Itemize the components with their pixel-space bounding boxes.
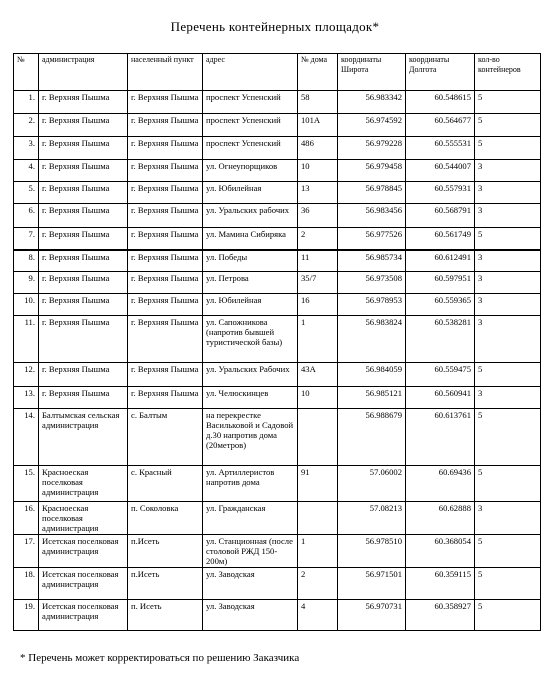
- cell-address: ул. Гражданская: [203, 502, 298, 535]
- page-title: Перечень контейнерных площадок*: [170, 19, 380, 34]
- cell-num: 14.: [14, 409, 39, 466]
- cell-lat: 56.979458: [338, 160, 406, 182]
- cell-lat: 56.985734: [338, 250, 406, 272]
- cell-house: 486: [298, 137, 338, 160]
- cell-admin: г. Верхняя Пышма: [39, 182, 128, 204]
- table-row: [14, 228, 541, 250]
- cell-admin: Красноеская поселковая администрация: [39, 502, 128, 535]
- cell-num: 11.: [14, 316, 39, 363]
- cell-house: 4: [298, 600, 338, 631]
- table-row: [14, 363, 541, 387]
- cell-address: на перекрестке Васильковой и Садовой д.30 напротив дома (20метров): [203, 409, 298, 466]
- cell-house: 35/7: [298, 272, 338, 294]
- header-address: адрес: [203, 54, 298, 91]
- cell-settlement: с. Балтым: [128, 409, 203, 466]
- cell-admin: г. Верхняя Пышма: [39, 91, 128, 114]
- cell-settlement: п. Исеть: [128, 600, 203, 631]
- cell-house: 2: [298, 568, 338, 600]
- cell-admin: г. Верхняя Пышма: [39, 272, 128, 294]
- cell-admin: г. Верхняя Пышма: [39, 250, 128, 272]
- cell-count: 5: [475, 568, 541, 600]
- cell-settlement: п.Исеть: [128, 568, 203, 600]
- cell-num: 10.: [14, 294, 39, 316]
- cell-house: 2: [298, 228, 338, 250]
- cell-num: 5.: [14, 182, 39, 204]
- table-row: [14, 91, 541, 114]
- cell-admin: Исетская поселковая администрация: [39, 600, 128, 631]
- cell-num: 2.: [14, 114, 39, 137]
- cell-count: 5: [475, 137, 541, 160]
- cell-house: 13: [298, 182, 338, 204]
- table-row: [14, 568, 541, 600]
- cell-lon: 60.555531: [406, 137, 475, 160]
- cell-lat: 57.06002: [338, 466, 406, 502]
- cell-address: ул. Петрова: [203, 272, 298, 294]
- cell-lon: 60.564677: [406, 114, 475, 137]
- table-row: [14, 409, 541, 466]
- cell-settlement: г. Верхняя Пышма: [128, 137, 203, 160]
- container-sites-table: [13, 53, 541, 631]
- cell-admin: г. Верхняя Пышма: [39, 137, 128, 160]
- cell-lat: 56.978845: [338, 182, 406, 204]
- header-settlement: населенный пункт: [128, 54, 203, 91]
- cell-num: 1.: [14, 91, 39, 114]
- cell-num: 7.: [14, 228, 39, 250]
- cell-lat: 56.985121: [338, 387, 406, 409]
- cell-settlement: г. Верхняя Пышма: [128, 182, 203, 204]
- cell-lat: 56.977526: [338, 228, 406, 250]
- cell-address: ул. Челюскинцев: [203, 387, 298, 409]
- cell-num: 17.: [14, 535, 39, 568]
- cell-settlement: г. Верхняя Пышма: [128, 114, 203, 137]
- cell-house: 101А: [298, 114, 338, 137]
- header-lat: координаты Широта: [338, 54, 406, 91]
- header-house: № дома: [298, 54, 338, 91]
- cell-admin: г. Верхняя Пышма: [39, 160, 128, 182]
- cell-house: 11: [298, 250, 338, 272]
- cell-count: 3: [475, 182, 541, 204]
- cell-count: 5: [475, 535, 541, 568]
- cell-address: проспект Успенский: [203, 114, 298, 137]
- cell-admin: Исетская поселковая администрация: [39, 568, 128, 600]
- cell-lon: 60.568791: [406, 204, 475, 228]
- cell-admin: г. Верхняя Пышма: [39, 387, 128, 409]
- cell-house: 1: [298, 535, 338, 568]
- table-row: [14, 502, 541, 535]
- cell-lat: 56.978510: [338, 535, 406, 568]
- cell-address: ул. Юбилейная: [203, 182, 298, 204]
- cell-address: ул. Мамина Сибиряка: [203, 228, 298, 250]
- cell-address: ул. Победы: [203, 250, 298, 272]
- cell-house: 58: [298, 91, 338, 114]
- cell-lat: 56.984059: [338, 363, 406, 387]
- table-row: [14, 272, 541, 294]
- cell-house: [298, 409, 338, 466]
- cell-house: 36: [298, 204, 338, 228]
- cell-admin: Красноеская поселковая администрация: [39, 466, 128, 502]
- cell-count: 3: [475, 316, 541, 363]
- cell-lon: 60.560941: [406, 387, 475, 409]
- cell-count: 3: [475, 502, 541, 535]
- cell-house: 16: [298, 294, 338, 316]
- cell-settlement: г. Верхняя Пышма: [128, 387, 203, 409]
- cell-address: ул. Юбилейная: [203, 294, 298, 316]
- cell-settlement: г. Верхняя Пышма: [128, 204, 203, 228]
- cell-lon: 60.557931: [406, 182, 475, 204]
- cell-count: 5: [475, 228, 541, 250]
- header-lon: координаты Долгота: [406, 54, 475, 91]
- header-count: кол-во контейнеров: [475, 54, 541, 91]
- cell-lat: 56.988679: [338, 409, 406, 466]
- cell-lon: 60.597951: [406, 272, 475, 294]
- cell-admin: Балтымская сельская администрация: [39, 409, 128, 466]
- cell-address: ул. Заводская: [203, 600, 298, 631]
- cell-settlement: п.Исеть: [128, 535, 203, 568]
- cell-lat: 56.971501: [338, 568, 406, 600]
- cell-lon: 60.62888: [406, 502, 475, 535]
- table-row: [14, 316, 541, 363]
- cell-settlement: п. Соколовка: [128, 502, 203, 535]
- table-row: [14, 137, 541, 160]
- cell-address: проспект Успенский: [203, 91, 298, 114]
- cell-count: 3: [475, 204, 541, 228]
- footnote: * Перечень может корректироваться по решению Заказчика: [20, 652, 300, 664]
- cell-lat: 56.973508: [338, 272, 406, 294]
- cell-num: 9.: [14, 272, 39, 294]
- cell-count: 3: [475, 387, 541, 409]
- cell-num: 3.: [14, 137, 39, 160]
- cell-num: 8.: [14, 250, 39, 272]
- cell-lon: 60.613761: [406, 409, 475, 466]
- cell-num: 12.: [14, 363, 39, 387]
- cell-address: ул. Огнеупорщиков: [203, 160, 298, 182]
- cell-lat: 56.978953: [338, 294, 406, 316]
- cell-num: 6.: [14, 204, 39, 228]
- cell-settlement: г. Верхняя Пышма: [128, 272, 203, 294]
- cell-num: 15.: [14, 466, 39, 502]
- cell-house: 91: [298, 466, 338, 502]
- cell-admin: Исетская поселковая администрация: [39, 535, 128, 568]
- cell-lon: 60.538281: [406, 316, 475, 363]
- cell-lon: 60.69436: [406, 466, 475, 502]
- cell-lon: 60.561749: [406, 228, 475, 250]
- cell-address: ул. Заводская: [203, 568, 298, 600]
- cell-settlement: г. Верхняя Пышма: [128, 363, 203, 387]
- table-row: [14, 182, 541, 204]
- cell-count: 5: [475, 409, 541, 466]
- cell-address: проспект Успенский: [203, 137, 298, 160]
- cell-lat: 56.983824: [338, 316, 406, 363]
- table-row: [14, 387, 541, 409]
- cell-admin: г. Верхняя Пышма: [39, 228, 128, 250]
- cell-address: ул. Уральских Рабочих: [203, 363, 298, 387]
- cell-lat: 56.983342: [338, 91, 406, 114]
- cell-house: 43А: [298, 363, 338, 387]
- cell-lon: 60.358927: [406, 600, 475, 631]
- cell-settlement: с. Красный: [128, 466, 203, 502]
- cell-lat: 56.974592: [338, 114, 406, 137]
- cell-lat: 56.970731: [338, 600, 406, 631]
- cell-num: 18.: [14, 568, 39, 600]
- cell-lon: 60.368054: [406, 535, 475, 568]
- cell-house: 10: [298, 387, 338, 409]
- table-row: [14, 294, 541, 316]
- table-row: [14, 204, 541, 228]
- cell-admin: г. Верхняя Пышма: [39, 316, 128, 363]
- cell-lon: 60.548615: [406, 91, 475, 114]
- cell-settlement: г. Верхняя Пышма: [128, 91, 203, 114]
- cell-admin: г. Верхняя Пышма: [39, 114, 128, 137]
- cell-count: 5: [475, 91, 541, 114]
- cell-count: 3: [475, 250, 541, 272]
- cell-count: 5: [475, 600, 541, 631]
- cell-admin: г. Верхняя Пышма: [39, 294, 128, 316]
- cell-address: ул. Станционная (после столовой РЖД 150-200м): [203, 535, 298, 568]
- cell-house: 1: [298, 316, 338, 363]
- cell-house: 10: [298, 160, 338, 182]
- cell-lon: 60.359115: [406, 568, 475, 600]
- cell-lon: 60.559475: [406, 363, 475, 387]
- header-admin: администрация: [39, 54, 128, 91]
- cell-settlement: г. Верхняя Пышма: [128, 294, 203, 316]
- cell-settlement: г. Верхняя Пышма: [128, 316, 203, 363]
- header-num: №: [14, 54, 39, 91]
- table-header-row: [14, 54, 541, 91]
- cell-address: ул. Уральских рабочих: [203, 204, 298, 228]
- cell-lon: 60.544007: [406, 160, 475, 182]
- cell-settlement: г. Верхняя Пышма: [128, 228, 203, 250]
- cell-num: 16.: [14, 502, 39, 535]
- cell-num: 13.: [14, 387, 39, 409]
- cell-count: 5: [475, 466, 541, 502]
- table-row: [14, 160, 541, 182]
- cell-num: 19.: [14, 600, 39, 631]
- cell-address: ул. Сапожникова (напротив бывшей туристической базы): [203, 316, 298, 363]
- table-row: [14, 114, 541, 137]
- cell-lat: 57.08213: [338, 502, 406, 535]
- cell-lat: 56.979228: [338, 137, 406, 160]
- cell-admin: г. Верхняя Пышма: [39, 204, 128, 228]
- cell-settlement: г. Верхняя Пышма: [128, 160, 203, 182]
- table-row: [14, 250, 541, 272]
- cell-admin: г. Верхняя Пышма: [39, 363, 128, 387]
- cell-count: 3: [475, 160, 541, 182]
- cell-lat: 56.983456: [338, 204, 406, 228]
- table-row: [14, 600, 541, 631]
- cell-settlement: г. Верхняя Пышма: [128, 250, 203, 272]
- cell-count: 5: [475, 363, 541, 387]
- cell-lon: 60.559365: [406, 294, 475, 316]
- cell-num: 4.: [14, 160, 39, 182]
- cell-count: 3: [475, 272, 541, 294]
- table-row: [14, 535, 541, 568]
- cell-count: 3: [475, 294, 541, 316]
- table-row: [14, 466, 541, 502]
- cell-address: ул. Артиллеристов напротив дома: [203, 466, 298, 502]
- cell-count: 5: [475, 114, 541, 137]
- table-body: [14, 91, 541, 631]
- cell-house: [298, 502, 338, 535]
- cell-lon: 60.612491: [406, 250, 475, 272]
